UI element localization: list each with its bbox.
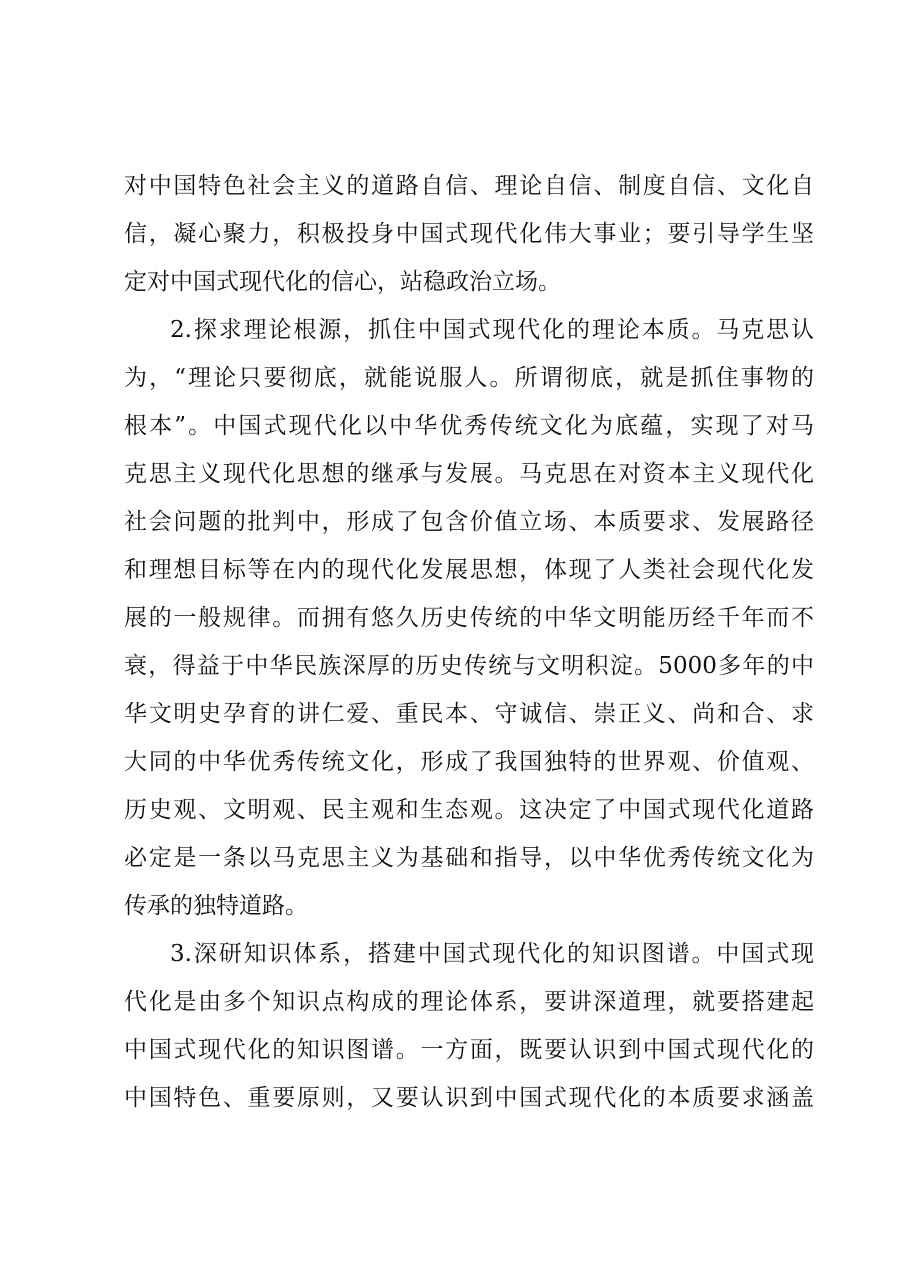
text-line: 3.深研知识体系，搭建中国式现代化的知识图谱。中国式现 [170, 941, 814, 967]
text-line: 2.探求理论根源，抓住中国式现代化的理论本质。马克思认 [170, 317, 814, 343]
text-line: 社会问题的批判中，形成了包含价值立场、本质要求、发展路径 [124, 509, 814, 535]
paragraph-section-2 [124, 306, 814, 930]
text-line: 展的一般规律。而拥有悠久历史传统的中华文明能历经千年而不 [124, 605, 814, 631]
text-line: 对中国特色社会主义的道路自信、理论自信、制度自信、文化自 [124, 173, 814, 199]
paragraph-section-3 [124, 930, 814, 1122]
text-line: 传承的独特道路。 [124, 893, 308, 919]
paragraph-continuation [124, 162, 814, 306]
text-line: 定对中国式现代化的信心，站稳政治立场。 [124, 269, 561, 295]
text-line: 华文明史孕育的讲仁爱、重民本、守诚信、崇正义、尚和合、求 [124, 701, 814, 727]
body-text [124, 162, 814, 1122]
text-line: 根本”。中国式现代化以中华优秀传统文化为底蕴，实现了对马 [124, 413, 814, 439]
text-line: 为，“理论只要彻底，就能说服人。所谓彻底，就是抓住事物的 [124, 365, 814, 391]
text-line: 必定是一条以马克思主义为基础和指导，以中华优秀传统文化为 [124, 845, 814, 871]
text-line: 代化是由多个知识点构成的理论体系，要讲深道理，就要搭建起 [124, 989, 814, 1015]
text-line: 和理想目标等在内的现代化发展思想，体现了人类社会现代化发 [124, 557, 814, 583]
text-line: 中国式现代化的知识图谱。一方面，既要认识到中国式现代化的 [124, 1037, 814, 1063]
text-line: 大同的中华优秀传统文化，形成了我国独特的世界观、价值观、 [124, 749, 814, 775]
text-line: 克思主义现代化思想的继承与发展。马克思在对资本主义现代化 [124, 461, 814, 487]
text-line: 历史观、文明观、民主观和生态观。这决定了中国式现代化道路 [124, 797, 814, 823]
text-line: 中国特色、重要原则，又要认识到中国式现代化的本质要求涵盖 [124, 1085, 814, 1111]
text-line: 信，凝心聚力，积极投身中国式现代化伟大事业；要引导学生坚 [124, 221, 814, 247]
text-line: 衰，得益于中华民族深厚的历史传统与文明积淀。5000多年的中 [124, 653, 814, 679]
